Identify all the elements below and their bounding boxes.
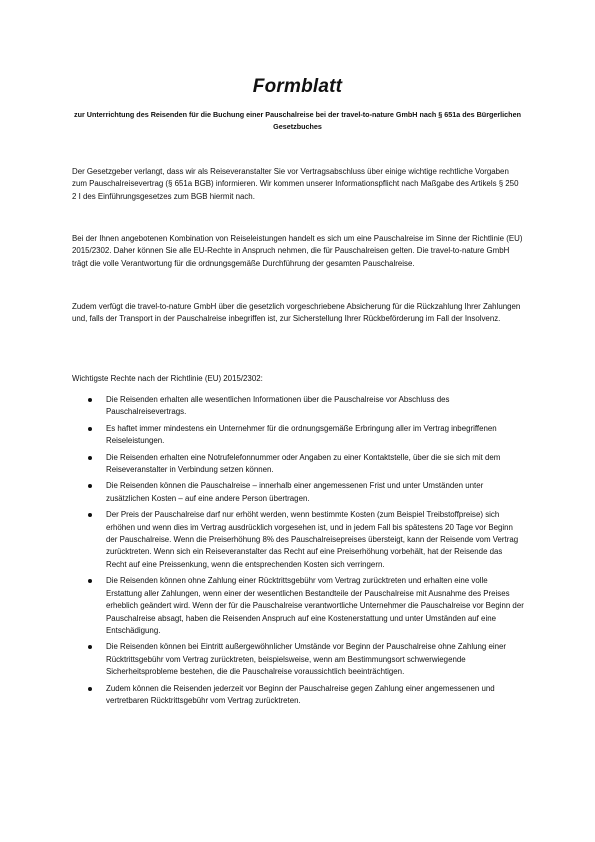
package-travel-paragraph: Bei der Ihnen angebotenen Kombination von Reiseleistungen handelt es sich um eine Pauschalreise im Sinne der Richtlinie (EU) 2015/2302. Daher können Sie alle EU-Rechte in Anspruch nehmen, die für Pauschalreisen gelten. Die travel-to-nature GmbH trägt die volle Verantwortung für die ordnungsgemäße Durchführung der gesamten Pauschalreise.: [72, 234, 523, 268]
rights-list-item-text: Die Reisenden erhalten eine Notrufelefonnummer oder Angaben zu einer Kontaktstelle, über die sie sich mit dem Reiseveranstalter in Verbindung setzen können.: [106, 452, 501, 475]
rights-list-item-text: Die Reisenden können bei Eintritt außergewöhnlicher Umstände vor Beginn der Pauschalreise ohne Zahlung einer Rücktrittsgebühr vom Vertrag zurücktreten, beispielsweise, wenn am Bestimmungsort schwerwiegende Sicherheitsprobleme bestehen, die die Pauschalreise voraussichtlich beeinträchtigen.: [106, 642, 507, 677]
insolvency-protection-paragraph: Zudem verfügt die travel-to-nature GmbH über die gesetzlich vorgeschriebene Absicherung für die Rückzahlung Ihrer Zahlungen und, falls der Transport in der Pauschalreise inbegriffen ist, zur Sicherstellung Ihrer Rückbeförderung im Fall der Insolvenz.: [72, 302, 521, 324]
bullet-icon: [88, 427, 92, 431]
rights-list-item: [88, 423, 524, 448]
bullet-icon: [88, 398, 92, 402]
bullet-icon: [88, 579, 92, 583]
rights-list-item: [88, 394, 524, 419]
rights-list-item-text: Die Reisenden können ohne Zahlung einer Rücktrittsgebühr vom Vertrag zurücktreten und erhalten eine volle Erstattung aller Zahlungen, wenn einer der wesentlichen Bestandteile der Pauschalreise mit Ausnahme des Preises erheblich geändert wird. Wenn der für die Pauschalreise verantwortliche Unternehmer die Pauschalreise vor Beginn der Pauschalreise absagt, haben die Reisenden Anspruch auf eine Kostenerstattung und unter Umständen auf eine Entschädigung.: [106, 576, 524, 635]
rights-list-item: [88, 509, 524, 571]
bullet-icon: [88, 456, 92, 460]
rights-list-item-text: Die Reisenden erhalten alle wesentlichen Informationen über die Pauschalreise vor Abschluss des Pauschalreisevertrags.: [106, 395, 450, 417]
rights-heading: Wichtigste Rechte nach der Richtlinie (EU) 2015/2302:: [72, 374, 263, 383]
bullet-icon: [88, 484, 92, 488]
bullet-icon: [88, 513, 92, 517]
rights-list-item: [88, 641, 524, 678]
rights-list-item-text: Zudem können die Reisenden jederzeit vor Beginn der Pauschalreise gegen Zahlung einer angemessenen und vertretbaren Rücktrittsgebühr vom Vertrag zurücktreten.: [106, 683, 495, 705]
rights-list-item: [88, 480, 524, 505]
bullet-icon: [88, 687, 92, 691]
rights-list-item: [88, 575, 524, 637]
rights-list-item-text: Die Reisenden können die Pauschalreise – innerhalb einer angemessenen Frist und unter Umständen unter zusätzlichen Kosten – auf eine andere Person übertragen.: [106, 481, 484, 503]
rights-list: [88, 394, 524, 711]
rights-list-item-text: Der Preis der Pauschalreise darf nur erhöht werden, wenn bestimmte Kosten (zum Beispiel Treibstoffpreise) sich erhöhen und wenn dies im Vertrag ausdrücklich vorgesehen ist, und in jedem Fall bis spätestens 20 Tage vor Beginn der Pauschalreise. Wenn die Preiserhöhung 8% des Pauschalreisepreises übersteigt, kann der Reisende vom Vertrag zurücktreten. Wenn sich ein Reiseveranstalter das Recht auf eine Preiserhöhung vorbehält, hat der Reisende das Recht auf eine Preissenkung, wenn die entsprechenden Kosten sich verringern.: [106, 510, 519, 569]
rights-list-item: [88, 683, 524, 708]
document-subtitle: zur Unterrichtung des Reisenden für die Buchung einer Pauschalreise bei der travel-to-nature GmbH nach § 651a des Bürgerlichen Gesetzbuches: [74, 110, 521, 131]
rights-list-item-text: Es haftet immer mindestens ein Unternehmer für die ordnungsgemäße Erbringung aller im Vertrag inbegriffenen Reiseleistungen.: [106, 423, 497, 446]
document-title: Formblatt: [252, 76, 343, 97]
rights-list-item: [88, 452, 524, 477]
bullet-icon: [88, 645, 92, 649]
intro-paragraph: Der Gesetzgeber verlangt, dass wir als Reiseveranstalter Sie vor Vertragsabschluss über einige wichtige rechtliche Vorgaben zum Pauschalreisevertrag (§ 651a BGB) informieren. Wir kommen unserer Informationspflicht nach Maßgabe des Artikels § 250 2 I des Einführungsgesetzes zum BGB hiermit nach.: [72, 167, 519, 201]
